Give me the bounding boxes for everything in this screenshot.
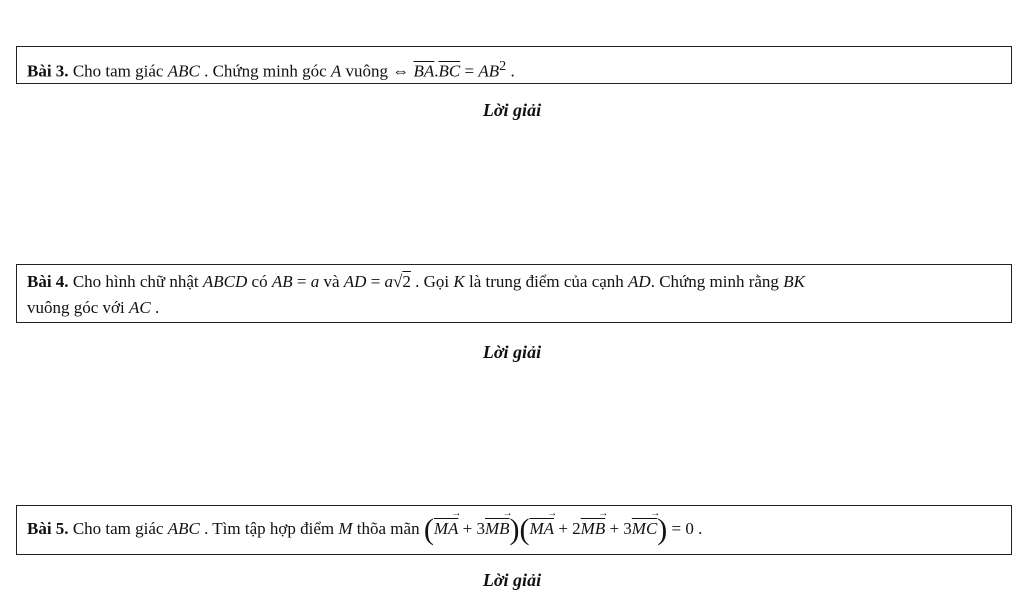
equals: = [460,61,479,81]
sqrt-symbol: √ [393,272,403,291]
math-k: K [453,272,465,291]
math-ab: AB [478,61,500,81]
sqrt-value: 2 [402,272,411,291]
vector-bc: $\overline{BC}$ [438,61,461,81]
sqrt [393,269,411,295]
math-abc: ABC [167,61,200,81]
math-m: M [338,519,353,538]
math-abc: ABC [167,519,200,538]
math-a: a [310,272,320,291]
problem-3-text: Cho tam giác [68,61,168,81]
problem-3-label: Bài 3. [27,61,69,81]
problem-5-text: Cho tam giác [68,519,168,538]
left-paren: ( [423,513,434,546]
equals: = [292,272,311,291]
solution-title-4: Lời giải [482,342,542,362]
problem-5-label: Bài 5. [27,519,69,538]
problem-4-text: vuông góc với [27,298,130,317]
problem-5-box [16,505,1012,555]
problem-5-text: thõa mãn [352,519,424,538]
vector-mb: $\overline{MB}$ → [485,516,510,542]
problem-3-text: vuông ⇔ [341,61,414,81]
math-ad: AD [628,272,651,291]
math-ad: AD [343,272,367,291]
math-ab: AB [271,272,293,291]
problem-3-box [16,46,1012,84]
problem-4-text: có [247,272,272,291]
coefficient: + 2 [554,519,581,538]
exponent: 2 [499,58,507,74]
math-bk: BK [783,272,805,291]
problem-3-text: . Chứng minh góc [199,61,331,81]
coefficient: + 3 [605,519,632,538]
solution-title-3: Lời giải [482,100,542,120]
problem-4-label: Bài 4. [27,272,69,291]
vector-ma: $\overline{MA}$ → [530,516,555,542]
problem-4-text: Cho hình chữ nhật [68,272,203,291]
math-a: a [384,272,394,291]
problem-5-text: . Tìm tập hợp điểm [199,519,339,538]
vector-mc: $\overline{MC}$ → [632,516,658,542]
solution-title-5: Lời giải [482,570,542,590]
right-paren: ) [657,513,668,546]
problem-4-text: . Chứng minh rằng [650,272,784,291]
period: . [150,298,160,317]
coefficient: + 3 [458,519,485,538]
dot: . [434,61,439,81]
math-a: A [330,61,342,81]
problem-4-text: là trung điểm của cạnh [464,272,629,291]
math-abcd: ABCD [202,272,248,291]
math-ac: AC [129,298,151,317]
left-paren: ( [519,513,530,546]
problem-4-text: và [319,272,344,291]
right-paren: ) [509,513,520,546]
equals: = [366,272,385,291]
period: . [506,61,515,81]
vector-mb: $\overline{MB}$ → [581,516,606,542]
vector-ba: $\overline{BA}$ [413,61,435,81]
vector-ma: $\overline{MA}$ → [434,516,459,542]
problem-4-box [16,264,1012,323]
equals-zero: = 0 . [667,519,703,538]
problem-4-text: . Gọi [410,272,454,291]
